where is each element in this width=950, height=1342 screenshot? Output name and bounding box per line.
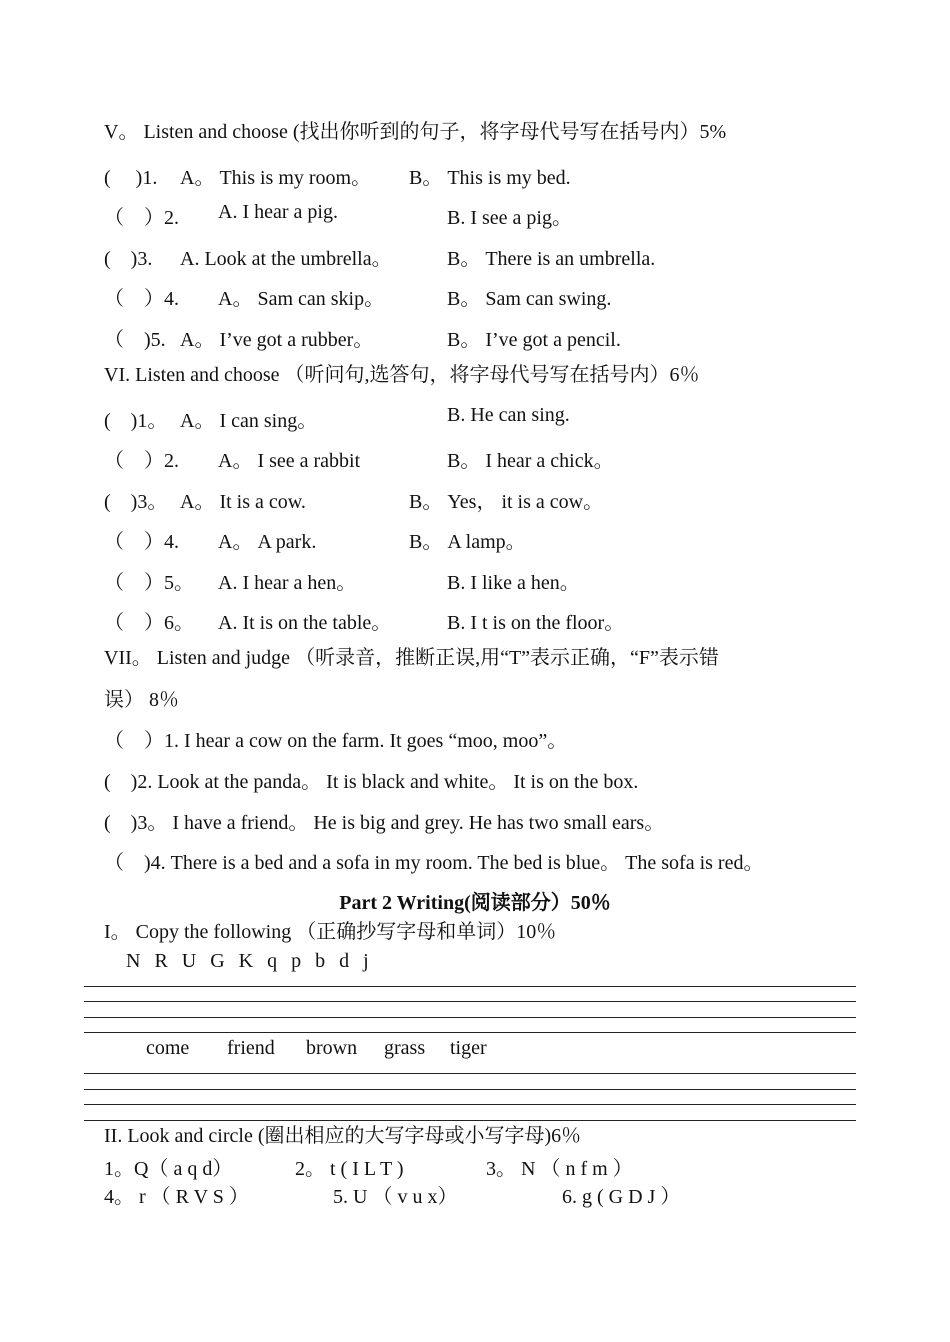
option-a: A. I hear a hen。 (218, 572, 357, 594)
option-b: B。 Yes， it is a cow。 (409, 491, 604, 513)
circle-item: 2。 t ( I L T ) (295, 1158, 404, 1180)
option-b: B。 This is my bed. (409, 167, 571, 189)
copy-heading: I。 Copy the following （正确抄写字母和单词）10％ (104, 921, 557, 943)
section-vii-heading-line2: 误） 8％ (104, 689, 179, 711)
copy-word: come (146, 1037, 190, 1059)
answer-bracket: （ ）4. (104, 531, 179, 553)
circle-item: 5. U （ v u x） (333, 1186, 458, 1208)
writing-line (84, 1089, 856, 1090)
section-v-heading: V。 Listen and choose (找出你听到的句子，将字母代号写在括号内）5% (104, 121, 727, 143)
option-b: B. He can sing. (447, 404, 570, 426)
writing-line (84, 1032, 856, 1033)
option-b: B。 I hear a chick。 (447, 450, 614, 472)
judge-item-4: （ )4. There is a bed and a sofa in my room. The bed is blue。 The sofa is red。 (104, 852, 764, 874)
option-b: B. I like a hen。 (447, 572, 580, 594)
circle-item: 3。 N （ n f m ） (486, 1158, 633, 1180)
option-a: A。 I can sing。 (180, 410, 318, 432)
part2-title: Part 2 Writing(阅读部分）50％ (339, 892, 611, 914)
circle-item: 6. g ( G D J ） (562, 1186, 681, 1208)
option-b: B. I t is on the floor。 (447, 612, 625, 634)
option-a: A。 I see a rabbit (218, 450, 361, 472)
answer-bracket: （ ）2. (104, 207, 179, 229)
writing-line (84, 986, 856, 987)
answer-bracket: （ ）4. (104, 288, 179, 310)
option-b: B. I see a pig。 (447, 207, 572, 229)
option-a: A。 I’ve got a rubber。 (180, 329, 374, 351)
circle-item: 1。Q（ a q d） (104, 1158, 233, 1180)
option-a: A。 Sam can skip。 (218, 288, 385, 310)
answer-bracket: ( )1。 (104, 410, 168, 432)
answer-bracket: （ )5. (104, 329, 166, 351)
writing-line (84, 1017, 856, 1018)
writing-line (84, 1001, 856, 1002)
option-a: A. I hear a pig. (218, 201, 338, 223)
option-a: A。 It is a cow. (180, 491, 306, 513)
copy-word: grass (384, 1037, 426, 1059)
answer-bracket: ( )3. (104, 248, 153, 270)
copy-word: brown (306, 1037, 358, 1059)
answer-bracket: ( )3。 (104, 491, 168, 513)
option-b: B。 There is an umbrella. (447, 248, 656, 270)
copy-word: friend (227, 1037, 275, 1059)
writing-line (84, 1073, 856, 1074)
section-vi-heading: VI. Listen and choose （听问句,选答句，将字母代号写在括号内）6％ (104, 364, 700, 386)
option-a: A. Look at the umbrella。 (180, 248, 392, 270)
option-b: B。 Sam can swing. (447, 288, 612, 310)
writing-line (84, 1120, 856, 1121)
circle-heading: II. Look and circle (圈出相应的大写字母或小写字母)6％ (104, 1125, 582, 1147)
circle-item: 4。 r （ R V S ） (104, 1186, 249, 1208)
copy-letters: N R U G K q p b d j (126, 950, 369, 972)
copy-word: tiger (450, 1037, 487, 1059)
answer-bracket: ( )1. (104, 167, 158, 189)
option-b: B。 A lamp。 (409, 531, 526, 553)
answer-bracket: （ ）2. (104, 450, 179, 472)
option-a: A. It is on the table。 (218, 612, 392, 634)
section-vii-heading-line1: VII。 Listen and judge （听录音，推断正误,用“T”表示正确，“F”表示错 (104, 647, 719, 669)
answer-bracket: （ ）6。 (104, 612, 194, 634)
option-a: A。 A park. (218, 531, 317, 553)
judge-item-2: ( )2. Look at the panda。 It is black and white。 It is on the box. (104, 771, 639, 793)
judge-item-1: （ ）1. I hear a cow on the farm. It goes “moo, moo”。 (104, 730, 568, 752)
option-a: A。 This is my room。 (180, 167, 372, 189)
answer-bracket: （ ）5。 (104, 572, 194, 594)
judge-item-3: ( )3。 I have a friend。 He is big and grey. He has two small ears。 (104, 812, 665, 834)
writing-line (84, 1104, 856, 1105)
option-b: B。 I’ve got a pencil. (447, 329, 621, 351)
